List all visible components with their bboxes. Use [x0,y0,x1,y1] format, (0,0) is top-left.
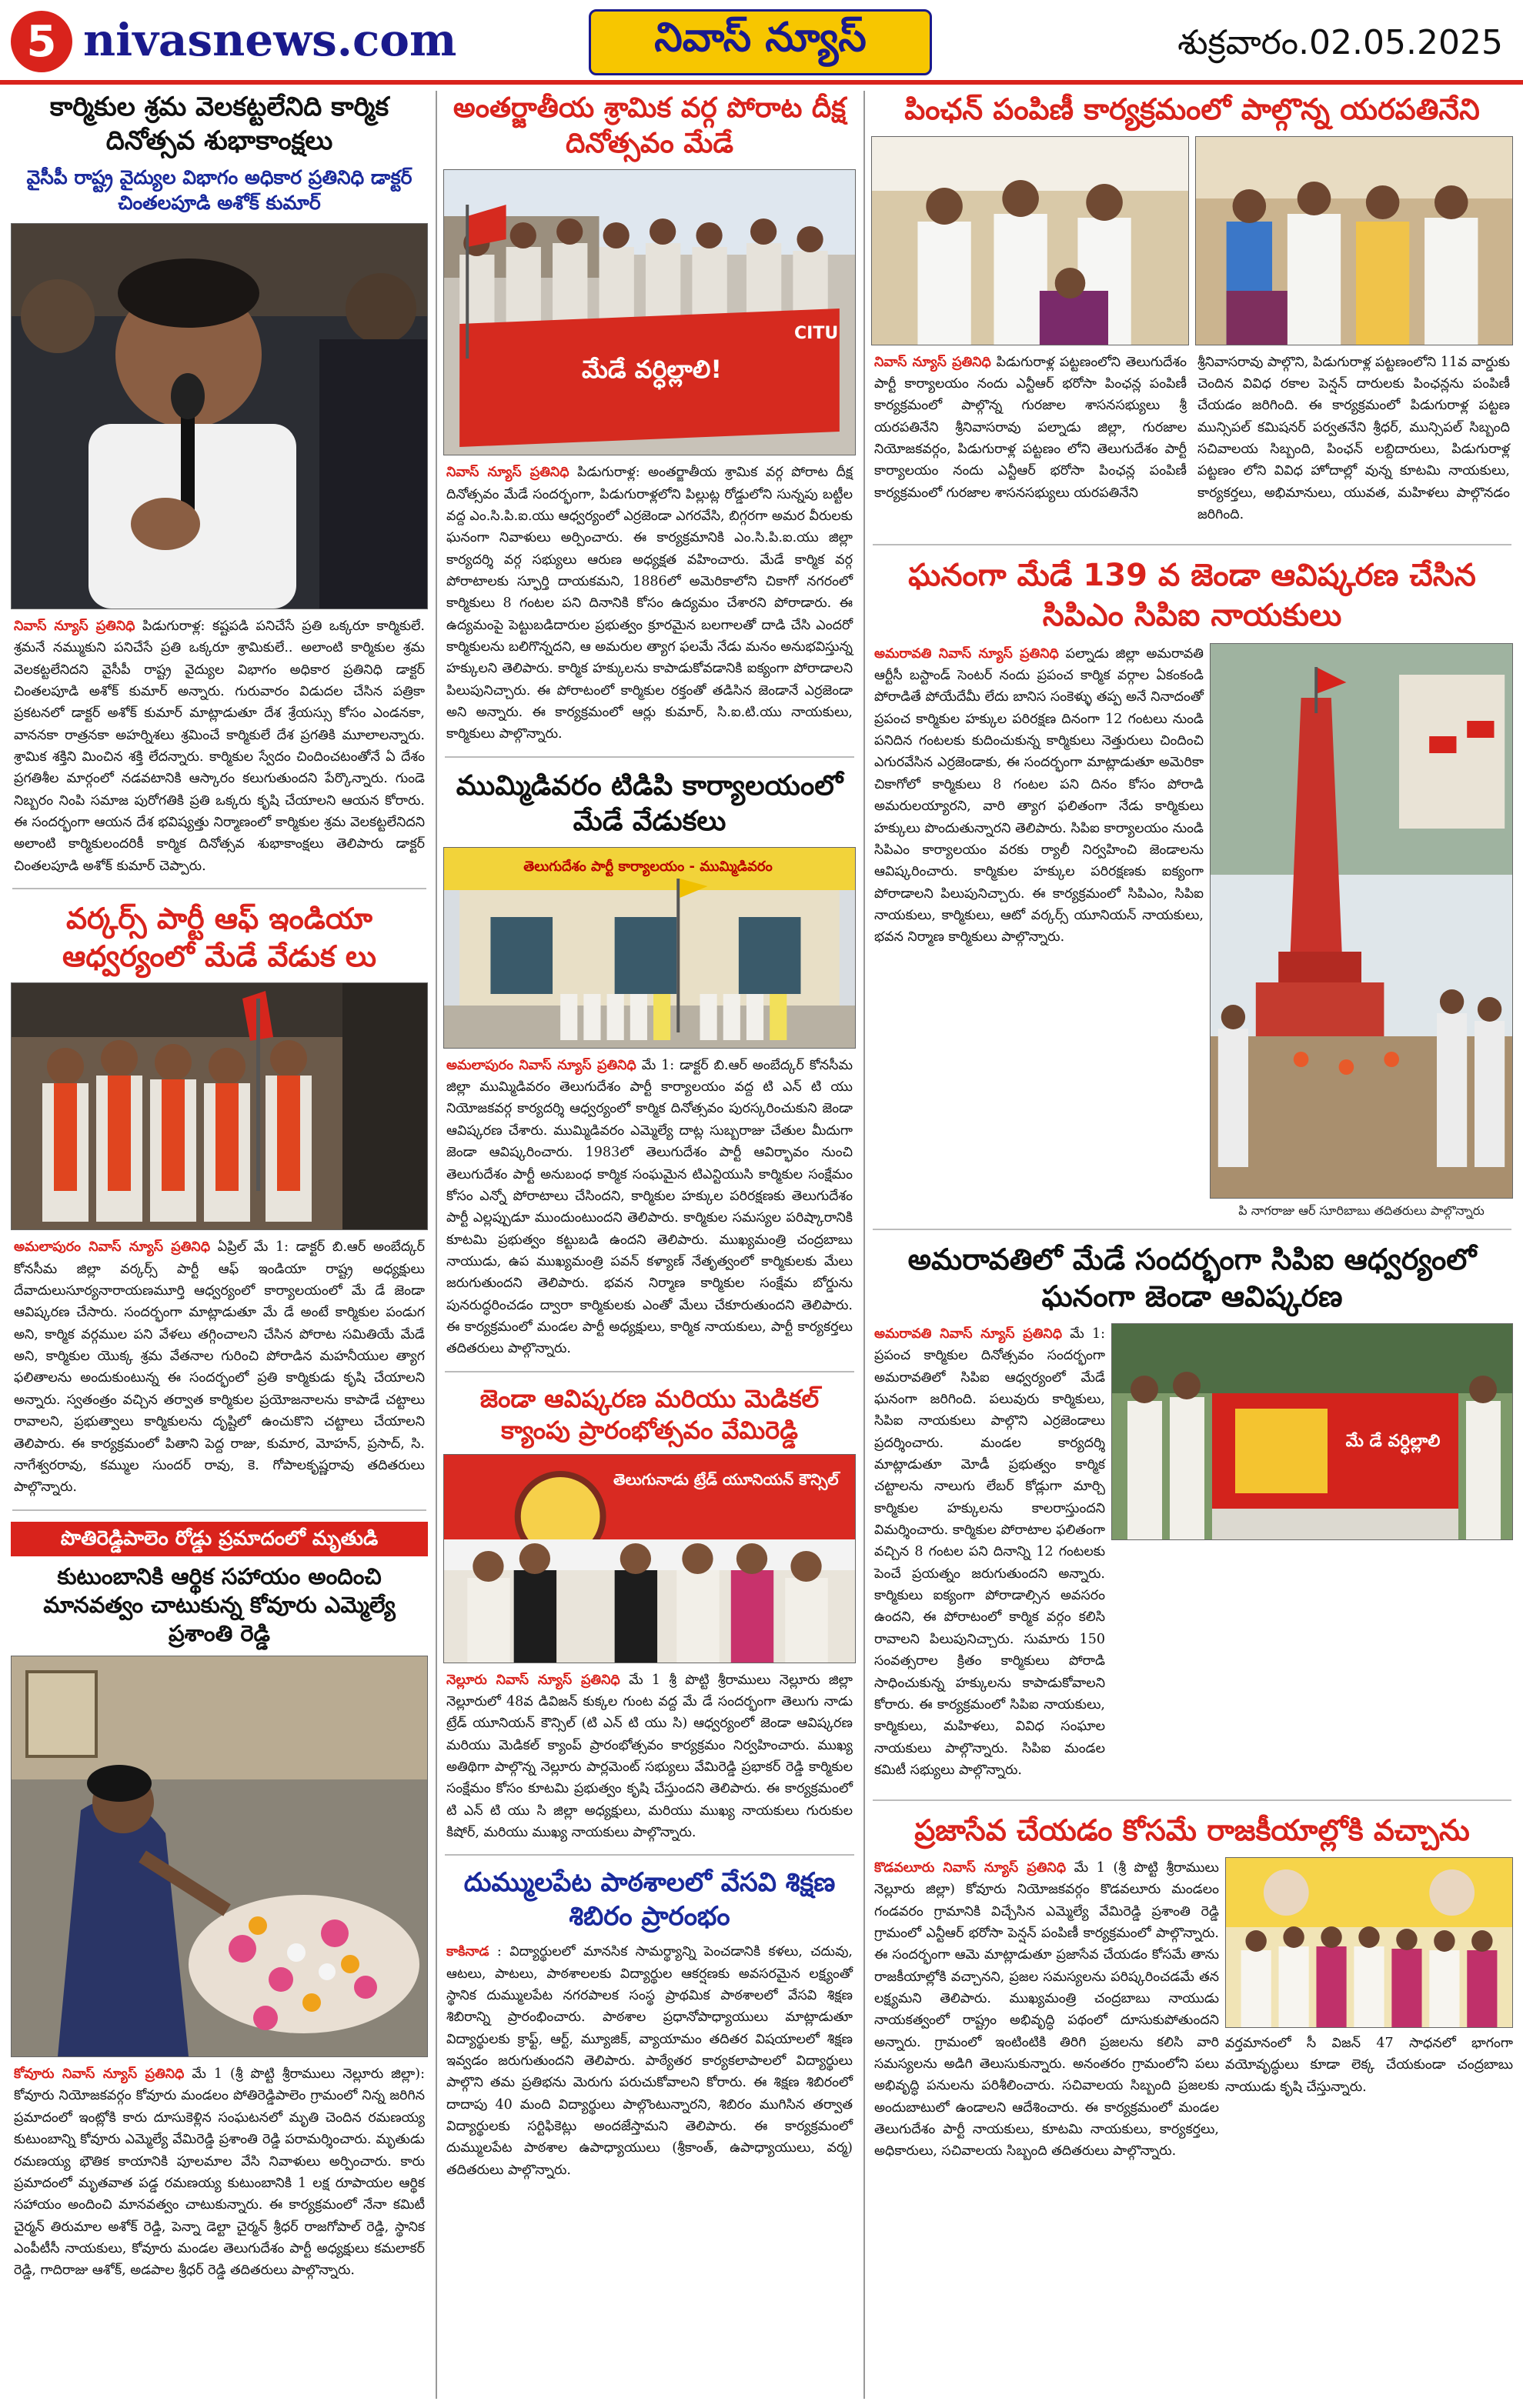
headline: కుటుంబానికి ఆర్థిక సహాయం అందించి మానవత్వం చాటుకున్న కోవూరు ఎమ్మెల్యే ప్రశాంతి రెడ్డి [43,1563,396,1647]
headline: దుమ్ములపేట పాఠశాలలో వేసవి శిక్షణ శిబిరం ప్రారంభం [463,1867,836,1932]
article-workers-party [6,900,433,1498]
article-kovur-mla-aid [6,1522,433,2282]
headline: ఘనంగా మేడే 139 వ జెండా ఆవిష్కరణ చేసిన సిపిఎం సిపిఐ నాయకులు [908,558,1476,633]
photo-tribute-flowers [11,1656,428,2057]
column-3 [867,91,1518,2399]
photo-medical-camp-stage [443,1454,856,1663]
article-body [14,2063,425,2281]
dateline: అమలాపురం నివాస్ న్యూస్ ప్రతినిధి [14,1239,211,1256]
body-text: పిడుగురాళ్ల: కష్టపడి పనిచేసే ప్రతి ఒక్కరూ కార్మికులే. శ్రమనే నమ్ముకుని పనిచేసే ప్రతి ఒక్కరూ శ్రామికులే.. అలాంటి కార్మికుల శ్రమ వెలకట్టలేనిదని వైసీపీ రాష్ట్ర వైద్యుల విభాగం అధికార ప్రతినిధి డాక్టర్ చింతలపూడి అశోక్ కుమార్ అన్నారు. గురువారం విడుదల చేసిన పత్రికా ప్రకటనలో డాక్టర్ అశోక్ కుమార్ మాట్లాడుతూ దేశ శ్రేయస్సు కోసం ఎండనకా, వాననకా రాత్రనకా అహర్నిశలు శ్రమించే కార్మికులే దేశ ప్రగతికి మూలాలన్నారు. శ్రామిక శక్తిని మించిన శక్తి లేదన్నారు. కార్మికుల స్వేదం చిందించటంతోనే ఏ దేశం ప్రగతిశీల మార్గంలో నడవటానికి ఆస్కారం కలుగుతుందని పేర్కొన్నారు. గుండె నిబ్బరం నింపి సమాజ పురోగతికి ప్రతి ఒక్కరు కృషి చేయాలని ఆయన కోరారు. ఈ సందర్భంగా ఆయన దేశ భవిష్యత్తు నిర్మాణంలో కార్మికుల శ్రమ వెలకట్టలేనిదని అలాంటి కార్మికులందరికీ కార్మిక దినోత్సవ శుభాకాంక్షలు తెలిపారు డాక్టర్ చింతలపూడి అశోక్ కుమార్ చెప్పారు. [14,619,425,874]
article-body-right: శ్రీనివాసరావు పాల్గొని, పిడుగురాళ్ల పట్టణంలోని 11వ వార్డుకు చెందిన వివిధ రకాల పెన్షన్ దారులకు పింఛన్లను పంపిణీ చేయడం జరిగింది. ఈ కార్యక్రమంలో పిడుగురాళ్ల పట్టణ మున్సిపల్ కమిషనర్ పర్వతనేని శ్రీధర్, మున్సిపల్ సిబ్బంది సచివాలయ సిబ్బంది, పింఛన్ లబ్దిదారులు, పిడుగురాళ్ల పట్టణం లోని వివిధ హోదాల్లో వున్న కూటమి నాయకులు, కార్యకర్తలు, అభిమానులు, యువత, మహిళలు పాల్గొనడం జరిగింది. [1197,354,1510,523]
photo-group-red-scarves [11,982,428,1230]
masthead [0,0,1523,85]
subhead: వైసీపీ రాష్ట్ర వైద్యుల విభాగం అధికార ప్రతినిధి డాక్టర్ చింతలపూడి అశోక్ కుమార్ [26,166,412,214]
dateline: కోవూరు నివాస్ న్యూస్ ప్రతినిధి [14,2066,185,2083]
photo-block [1210,643,1518,1221]
article-body [874,1323,1105,1781]
headline: ముమ్మిడివరం టిడిపి కార్యాలయంలో మేడే వేడుకలు [456,769,843,837]
dateline: నివాస్ న్యూస్ ప్రతినిధి [14,619,135,635]
photo-red-banner-protest [443,169,856,455]
photo-cpi-banner [1111,1323,1513,1540]
kicker: పొతిరెడ్డిపాలెం రోడ్డు ప్రమాదంలో మృతుడి [11,1522,428,1556]
headline: వర్కర్స్ పార్టీ ఆఫ్ ఇండియా ఆధ్వర్యంలో మేడే వేడుక లు [62,902,376,973]
body-text: పిడుగురాళ్ల: అంతర్జాతీయ శ్రామిక వర్గ పోరాట దీక్ష దినోత్సవం మేడే సందర్భంగా, పిడుగురాళ్లలోని పిల్లుట్ల రోడ్డులోని సున్నపు బట్టీల వద్ద ఎం.సి.పి.ఐ.యు ఆధ్వర్యంలో ఎర్రజెండా ఎగరవేసి, బిగ్గరగా అమర వీరులకు ఘనంగా నివాళులు అర్పించారు. ఈ కార్యక్రమానికి ఎం.సి.పి.ఐ.యు జిల్లా కార్యదర్శి వర్గ సభ్యులు ఆరుణ అధ్యక్షత వహించారు. మేడే కార్మిక వర్గ పోరాటాలకు స్ఫూర్తి దాయకమని, 1886లో అమెరికాలోని చికాగో నగరంలో కార్మికులు 8 గంటల పని దినానికి కోసం ఉద్యమం చేశారని పోరాడారు. ఈ ఉద్యమంపై పెట్టుబడిదారుల ప్రభుత్వం క్రూరమైన బలగాలతో దాడి చేసి ఎందరో కార్మికులను బలిగొన్నదని, ఆ అమరుల త్యాగ ఫలమే నేడు మనం అనుభవిస్తున్న హక్కులని తెలిపారు. కార్మిక హక్కులను కాపాడుకోవడానికి ఐక్యంగా పోరాడాలని పిలుపునిచ్చారు. ఈ పోరాటంలో కార్మికుల రక్తంతో తడిసిన జెండానే ఎర్రజెండా అని అన్నారు. ఈ కార్యక్రమంలో ఆర్లు కుమార్, సి.ఐ.టి.యు నాయకులు, కార్మికులు పాల్గొన్నారు. [446,465,853,742]
column-divider [863,91,865,2399]
article-body [874,1857,1219,2163]
article-body [446,462,853,745]
dateline: అమలాపురం నివాస్ న్యూస్ ప్రతినిధి [446,1057,636,1073]
photo-martyrs-column [1210,643,1513,1199]
dateline: అమరావతి నివాస్ న్యూస్ ప్రతినిధి [874,1326,1063,1342]
dateline: అమరావతి నివాస్ న్యూస్ ప్రతినిధి [874,645,1059,662]
article-body [874,643,1204,1210]
section-rule [445,1371,854,1372]
office-sign: తెలుగుదేశం పార్టీ కార్యాలయం - ముమ్మిడివరం [523,858,773,875]
banner-slogan: మే డే వర్ధిల్లాలి [1345,1432,1441,1451]
article-summer-camp [439,1866,860,2181]
section-rule [12,1509,426,1511]
section-rule [873,1229,1511,1230]
article-body [446,1055,853,1360]
article-amaravati-cpi [867,1241,1518,1792]
photo-speaker-mic [11,223,428,609]
column-1 [6,91,433,2399]
body-text: పల్నాడు జిల్లా అమరావతి ఆర్టీసీ బస్టాండ్ సెంటర్ నందు ప్రపంచ కార్మిక వర్గాల ఏకంకండి పోరాడితే పోయేదేమీ లేదు బానిస సంకెళ్ళు తప్ప అనే నినాదంతో ప్రపంచ కార్మికుల హక్కుల పరిరక్షణ దినంగా 12 గంటలు నుండి పనిదిన గంటలకు కుదించుకున్న కార్మికులు నెత్తురులు చిందించి ఎగురవేసిన ఎర్రజెండాకు, ఈ సందర్భంగా మాట్లాడుతూ అమెరికా చికాగోలో కార్మికులు 8 గంటల పని దినం కోసం పోరాడి అమరులయ్యారని, వారి త్యాగ ఫలితంగా నేడు కార్మికులు హక్కులు పొందుతున్నారని తెలిపారు. సిపిఐ కార్యాలయం నుండి సిపిఎం కార్యాలయం వరకు ర్యాలీ నిర్వహించి జెండాలను ఆవిష్కరించారు. కార్మికుల హక్కుల పరిరక్షణకు ఐక్యంగా పోరాడాలని పిలుపునిచ్చారు. ఈ కార్యక్రమంలో సిపిఎం, సిపిఐ నాయకులు, కార్మికులు, ఆటో వర్కర్స్ యూనియన్ నాయకులు, భవన నిర్మాణ కార్మికులు పాల్గొన్నారు. [874,645,1204,946]
article-cpm-cpi-flag [867,556,1518,1220]
article-ashok-kumar [6,91,433,877]
dateline: నెల్లూరు నివాస్ న్యూస్ ప్రతినిధి [446,1672,620,1688]
article-body: కాకినాడ : విద్యార్థులలో మానసిక సామర్థ్యాన్ని పెంచడానికి కళలు, చదువు, ఆటలు, పాటలు, పాఠశాలలకు విద్యార్థుల ఆకర్షణకు అవసరమైన లక్ష్యంతో స్థానిక దుమ్ములపేట నగరపాలక సంస్థ ప్రాథమిక పాఠశాలలో వేసవి శిక్షణ శిబిరాన్ని ప్రారంభించారు. పాఠశాల ప్రధానోపాధ్యాయులు మాట్లాడుతూ విద్యార్థులకు క్రాఫ్ట్, ఆర్ట్, మ్యూజిక్, వ్యాయామం తదితర విషయాలలో శిక్షణ ఇవ్వడం జరుగుతుందని తెలిపారు. పాఠ్యేతర కార్యకలాపాలలో విద్యార్థులు పాల్గొని తమ ప్రతిభను మెరుగు పరుచుకోవాలని కోరారు. ఈ శిక్షణ శిబిరంలో దాదాపు 40 మంది విద్యార్థులు పాల్గొంటున్నారని, శిబిరం ముగిసిన తర్వాత విద్యార్థులకు సర్టిఫికెట్లు అందజేస్తామని తెలిపారు. ఈ కార్యక్రమంలో దుమ్ములపేట పాఠశాల ఉపాధ్యాయులు (శ్రీకాంత్, ఉపాధ్యాయులు, వర్మ) తదితరులు పాల్గొన్నారు. [446,1944,853,2178]
headline: పింఛన్ పంపిణీ కార్యక్రమంలో పాల్గొన్న యరపతినేని [904,92,1480,126]
photo-pension-handover-2 [1195,136,1513,345]
body-text: మే 1 (శ్రీ పొట్టి శ్రీరాములు నెల్లూరు జిల్లా) కోవూరు నియోజకవర్గం కొడవలూరు మండలం గండవరం గ్రామానికి విచ్చేసిన ఎమ్మెల్యే వేమిరెడ్డి ప్రశాంతి రెడ్డి గ్రామంలో ఎన్టీఆర్ భరోసా పెన్షన్ పంపిణీ కార్యక్రమంలో పాల్గొన్నారు. ఈ సందర్భంగా ఆమె మాట్లాడుతూ ప్రజాసేవ చేయడం కోసమే తాను రాజకీయాల్లోకి వచ్చానని, ప్రజల సమస్యలను పరిష్కరించడమే తన లక్ష్యమని తెలిపారు. ముఖ్యమంత్రి చంద్రబాబు నాయుడు నాయకత్వంలో రాష్ట్రం అభివృద్ధి పథంలో దూసుకుపోతుందని అన్నారు. గ్రామంలో ఇంటింటికి తిరిగి ప్రజలను కలిసి వారి సమస్యలను అడిగి తెలుసుకున్నారు. అనంతరం గ్రామంలోని పలు అభివృద్ధి పనులను పరిశీలించారు. సచివాలయ సిబ్బంది ప్రజలకు అందుబాటులో ఉండాలని ఆదేశించారు. ఈ కార్యక్రమంలో మండల తెలుగుదేశం పార్టీ నాయకులు, కూటమి నాయకులు, కార్యకర్తలు, అధికారులు, సచివాలయ సిబ్బంది తదితరులు పాల్గొన్నారు. [874,1859,1219,2160]
photo-tdp-office [443,847,856,1049]
column-divider [436,91,437,2399]
body-text: పిడుగురాళ్ల పట్టణంలోని తెలుగుదేశం పార్టీ కార్యాలయం నందు ఎన్టీఆర్ భరోసా పింఛన్ల పంపిణీ కార్యక్రమంలో పాల్గొన్న గురజాల శాసనసభ్యులు శ్రీ యరపతినేని శ్రీనివాసరావు పల్నాడు జిల్లా, గురజాల నియోజకవర్గం, పిడుగురాళ్ల పట్టణం లోని తెలుగుదేశం పార్టీ కార్యాలయం నందు ఎన్టీఆర్ భరోసా పింఛన్ల పంపిణీ కార్యక్రమంలో గురజాల శాసనసభ్యులు యరపతినేని [874,354,1187,501]
body-text: మే 1: డాక్టర్ బి.ఆర్ అంబేద్కర్ కోనసీమ జిల్లా ముమ్మిడివరం తెలుగుదేశం పార్టీ కార్యాలయం వద్ద టి ఎన్ టి యు నియోజకవర్గ కార్యదర్శి ఆధ్వర్యంలో కార్మిక దినోత్సవం పురస్కరించుకుని జెండా ఆవిష్కరణ చేశారు. ముమ్మిడివరం ఎమ్మెల్యే దాట్ల సుబ్బరాజు చేతుల మీదుగా జెండా ఆవిష్కరించారు. 1983లో తెలుగుదేశం పార్టీ ఆవిర్భావం నుంచి తెలుగుదేశం పార్టీ అనుబంధ కార్మిక సంఘమైన టిఎన్టియుసి కార్మికుల సంక్షేమం కోసం ఎన్నో పోరాటాలు చేసిందని, కార్మికుల హక్కుల పరిరక్షణకు తెలుగుదేశం పార్టీ ఎల్లప్పుడూ ముందుంటుందని తెలిపారు. కార్మికుల సమస్యల పరిష్కారానికి కూటమి ప్రభుత్వం కట్టుబడి ఉందని తెలిపారు. ముఖ్యమంత్రి చంద్రబాబు నాయుడు, ఉప ముఖ్యమంత్రి పవన్ కళ్యాణ్ నేతృత్వంలో కార్మికులకు మేలు జరుగుతుందని తెలిపారు. భవన నిర్మాణ కార్మికుల సంక్షేమ బోర్డును పునరుద్ధరించడం ద్వారా కార్మికులకు ఎంతో మేలు చేకూరుతుందని తెలిపారు. ఈ కార్యక్రమంలో మండల పార్టీ అధ్యక్షులు, కార్మిక నాయకులు, పార్టీ కార్యకర్తలు తదితరులు పాల్గొన్నారు. [446,1057,853,1357]
text-photo-row [867,1857,1518,2173]
dateline: నివాస్ న్యూస్ ప్రతినిధి [874,354,991,370]
article-mayday-struggle [439,91,860,745]
section-rule [873,544,1511,545]
photo-meeting-hall [1225,1857,1513,2028]
headline: ప్రజాసేవ చేయడం కోసమే రాజకీయాల్లోకి వచ్చాను [914,1813,1470,1848]
headline: అమరావతిలో మేడే సందర్భంగా సిపిఐ ఆధ్వర్యంలో ఘనంగా జెండా ఆవిష్కరణ [907,1242,1477,1314]
dateline: నివాస్ న్యూస్ ప్రతినిధి [446,465,569,481]
section-rule [445,756,854,758]
photo-row [871,136,1513,345]
page-number: 5 [11,11,72,72]
two-column-text [867,352,1518,537]
headline: జెండా ఆవిష్కరణ మరియు మెడికల్ క్యాంపు ప్రారంభోత్సవం వేమిరెడ్డి [479,1383,820,1445]
text-photo-row [867,643,1518,1221]
photo-block [1225,1857,1518,2173]
article-medical-camp [439,1383,860,1844]
column-2 [439,91,860,2399]
headline: కార్మికుల శ్రమ వెలకట్టలేనిది కార్మిక దినోత్సవ శుభాకాంక్షలు [49,92,389,156]
body-text: మే 1 శ్రీ పొట్టి శ్రీరాములు నెల్లూరు జిల్లా నెల్లూరులో 48వ డివిజన్ కుక్కల గుంట వద్ద మే డే సందర్భంగా తెలుగు నాడు ట్రేడ్ యూనియన్ కౌన్సిల్ (టి ఎన్ టి యు సి) ఆధ్వర్యంలో జెండా ఆవిష్కరణ మరియు మెడికల్ క్యాంప్ ప్రారంభోత్సవం కార్యక్రమం నిర్వహించారు. ముఖ్య అతిథిగా పాల్గొన్న నెల్లూరు పార్లమెంట్ సభ్యులు వేమిరెడ్డి ప్రభాకర్ రెడ్డి కార్మికుల సంక్షేమం కోసం కూటమి ప్రభుత్వం కృషి చేస్తుందని తెలిపారు. ఈ కార్యక్రమంలో టి ఎన్ టి యు సి జిల్లా అధ్యక్షులు, మరియు ముఖ్య నాయకులు గురుకుల కిషోర్, మరియు ముఖ్య నాయకులు పాల్గొన్నారు. [446,1672,853,1840]
headline: అంతర్జాతీయ శ్రామిక వర్గ పోరాట దీక్ష దినోత్సవం మేడే [453,92,847,160]
article-body [14,615,425,877]
section-rule [12,888,426,889]
article-body [14,1236,425,1498]
section-rule [873,1799,1511,1801]
paper-logo: నివాస్ న్యూస్ [589,9,932,75]
body-text: విద్యార్థులలో మానసిక సామర్థ్యాన్ని పెంచడానికి కళలు, చదువు, ఆటలు, పాటలు, పాఠశాలలకు విద్యార్థుల ఆకర్షణకు అవసరమైన లక్ష్యంతో స్థానిక దుమ్ములపేట నగరపాలక సంస్థ ప్రాథమిక పాఠశాలలో వేసవి శిక్షణ శిబిరాన్ని ప్రారంభించారు. పాఠశాల ప్రధానోపాధ్యాయులు మాట్లాడుతూ విద్యార్థులకు క్రాఫ్ట్, ఆర్ట్, మ్యూజిక్, వ్యాయామం తదితర విషయాలలో శిక్షణ ఇవ్వడం జరుగుతుందని తెలిపారు. పాఠ్యేతర కార్యకలాపాలలో విద్యార్థులు పాల్గొని తమ ప్రతిభను మెరుగు పరుచుకోవాలని కోరారు. ఈ శిక్షణ శిబిరంలో దాదాపు 40 మంది విద్యార్థులు పాల్గొంటున్నారని, శిబిరం ముగిసిన తర్వాత విద్యార్థులకు సర్టిఫికెట్లు అందజేస్తామని తెలిపారు. ఈ కార్యక్రమంలో దుమ్ములపేట పాఠశాల ఉపాధ్యాయులు (శ్రీకాంత్, ఉపాధ్యాయులు, వర్మ) తదితరులు పాల్గొన్నారు. [446,1944,853,2178]
photo-caption: వర్తమానంలో సీ విజన్ 47 సాధనలో భాగంగా వయోవృద్ధులు కూడా లెక్క చేయకుండా చంద్రబాబు నాయుడు కృషి చేస్తున్నారు. [1225,2035,1513,2095]
stage-banner: తెలుగునాడు ట్రేడ్ యూనియన్ కౌన్సిల్ [613,1469,839,1489]
issue-date: శుక్రవారం.02.05.2025 [1177,23,1503,62]
section-rule [445,1854,854,1856]
article-body-left [874,352,1187,526]
photo-caption: పి నాగరాజు ఆర్ సూరిబాబు తదితరులు పాల్గొన్నారు [1238,1202,1485,1218]
photo-pension-handover-1 [871,136,1189,345]
dateline: కాకినాడ [446,1944,489,1960]
body-text: మే 1 (శ్రీ పొట్టి శ్రీరాములు నెల్లూరు జిల్లా): కోవూరు నియోజకవర్గం కోవూరు మండలం పోతిరెడ్డిపాలెం గ్రామంలో నిన్న జరిగిన ప్రమాదంలో ఇంట్లోకి కారు దూసుకెళ్లిన సంఘటనలో మృతి చెందిన రమణయ్య కుటుంబాన్ని కోవూరు ఎమ్మెల్యే వేమిరెడ్డి ప్రశాంతి రెడ్డి పరామర్శించారు. మృతుడు రమణయ్య భౌతిక కాయానికి పూలమాల వేసి నివాళులు అర్పించారు. కారు ప్రమాదంలో మృతవాత పడ్డ రమణయ్య కుటుంబానికి 1 లక్ష రూపాయల ఆర్థిక సహాయం అందించి మానవత్వం చాటుకున్నారు. ఈ కార్యక్రమంలో నేనా కమిటీ చైర్మన్ తిరుమాల అశోక్ రెడ్డి, పెన్నా డెల్టా చైర్మన్ శ్రీధర్ రాజగోపాల్ రెడ్డి, స్థానిక ఎంపీటీసీ నాయకులు, కోవూరు మండల తెలుగుదేశం పార్టీ అధ్యక్షులు కమలాకర్ రెడ్డి, గాదిరాజు ఆశోక్, అడపాల శ్రీధర్ రెడ్డి తదితరులు పాల్గొన్నారు. [14,2066,425,2279]
body-text: ఏప్రిల్ మే 1: డాక్టర్ బి.ఆర్ అంబేద్కర్ కోనసీమ జిల్లా వర్కర్స్ పార్టీ ఆఫ్ ఇండియా రాష్ట్ర అధ్యక్షులు దేవాదులుసూర్యనారాయణమూర్తి ఆధ్వర్యంలో కార్యాలయంలో మే డే జెండా ఆవిష్కరణ చేసారు. సందర్భంగా మాట్లాడుతూ మే డే అంటే కార్మికుల పండుగ అని, కార్మిక వర్గముల పని వేళలు తగ్గించాలని చేసిన పోరాట సమితియే మేడే అని, కార్మికుల యొక్క శ్రమ వేతనాల గురించి పోరాడిన మహనీయుల త్యాగ ఫలితాలను అందుకుంటున్న ఈ సందర్భంలో ప్రతి కార్మికుడు కృషి చేయాలని అన్నారు. స్వతంత్రం వచ్చిన తర్వాత కార్మికుల ప్రయోజనాలను కాపాడే చట్టాలు రావాలని, ప్రభుత్వాలు కార్మికులను దృష్టిలో ఉంచుకొని చట్టాలు చేయాలని తెలిపారు. ఈ కార్యక్రమంలో పితాని పెద్ద రాజు, కుమార, మోహన్, ప్రసాద్, సి. నాగేశ్వరరావు, కమ్ముల సుందర్ రావు, కె. గోపాలకృష్ణరావు తదితరులు పాల్గొన్నారు. [14,1239,425,1496]
site-url[interactable]: nivasnews.com [83,14,457,66]
text-photo-row [867,1323,1518,1792]
article-pension-distribution [867,91,1518,536]
banner-org: CITU [794,324,839,344]
article-mummidivaram-tdp [439,769,860,1360]
article-body [446,1669,853,1844]
dateline: కొడవలూరు నివాస్ న్యూస్ ప్రతినిధి [874,1859,1067,1876]
body-text: మే 1: ప్రపంచ కార్మికుల దినోత్సవం సందర్భంగా అమరావతిలో సిపిఐ ఆధ్వర్యంలో మేడే ఘనంగా జరిగింది. పలువురు కార్మికులు, సిపిఐ నాయకులు పాల్గొని ఎర్రజెండాలు ప్రదర్శించారు. మండల కార్యదర్శి మాట్లాడుతూ మోడీ ప్రభుత్వం కార్మిక చట్టాలను నాలుగు లేబర్ కోడ్లుగా మార్చి కార్మికుల హక్కులను కాలరాస్తుందని విమర్శించారు. కార్మికుల పోరాటాల ఫలితంగా వచ్చిన 8 గంటల పని దినాన్ని 12 గంటలకు పెంచే ప్రయత్నం జరుగుతుందని అన్నారు. కార్మికులు ఐక్యంగా పోరాడాల్సిన అవసరం ఉందని, ఈ పోరాటంలో కార్మిక వర్గం కలిసి రావాలని పిలుపునిచ్చారు. సుమారు 150 సంవత్సరాల క్రితం కార్మికులు పోరాడి సాధించుకున్న హక్కులను కాపాడుకోవాలని కోరారు. ఈ కార్యక్రమంలో సిపిఐ నాయకులు, కార్మికులు, మహిళలు, వివిధ సంఘాల నాయకులు పాల్గొన్నారు. సిపిఐ మండల కమిటీ సభ్యులు పాల్గొన్నారు. [874,1326,1105,1778]
article-prajaseva [867,1812,1518,2173]
banner-slogan: మేడే వర్ధిల్లాలి! [582,355,722,385]
